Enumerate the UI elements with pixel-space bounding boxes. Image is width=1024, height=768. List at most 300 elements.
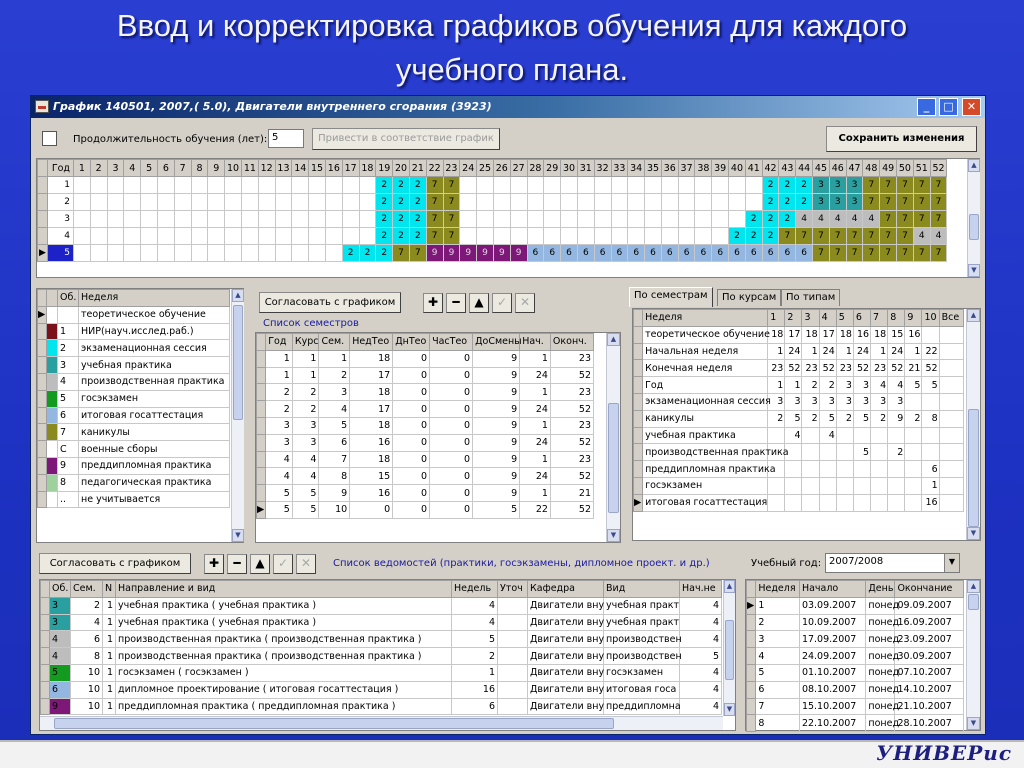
- scroll-down-icon[interactable]: ▼: [607, 529, 620, 542]
- confirm-icon[interactable]: ✓: [273, 554, 293, 574]
- by-semesters-row[interactable]: [634, 343, 964, 360]
- week-type-name[interactable]: учебная практика: [79, 357, 230, 374]
- week-count-cell[interactable]: 3: [768, 393, 785, 410]
- type-code-cell[interactable]: 3: [50, 614, 71, 631]
- semester-cell[interactable]: 23: [550, 417, 593, 434]
- week-count-cell[interactable]: 52: [819, 360, 836, 377]
- week-cell[interactable]: 7: [426, 194, 443, 211]
- week-count-cell[interactable]: [768, 477, 785, 494]
- week-cell[interactable]: 7: [880, 177, 897, 194]
- semester-cell[interactable]: 6: [319, 434, 350, 451]
- week-cell[interactable]: 7: [880, 228, 897, 245]
- type-code-cell[interactable]: 3: [50, 597, 71, 614]
- statement-cell[interactable]: 6: [452, 698, 498, 715]
- year-cell[interactable]: 2: [48, 194, 74, 211]
- semester-cell[interactable]: 3: [319, 384, 350, 401]
- week-cell[interactable]: 4: [913, 228, 930, 245]
- week-count-cell[interactable]: 1: [802, 343, 819, 360]
- week-cell[interactable]: 2: [762, 211, 779, 228]
- column-header[interactable]: ДнТео: [393, 334, 430, 351]
- semester-row[interactable]: [257, 401, 594, 418]
- week-cell[interactable]: [611, 211, 628, 228]
- week-count-cell[interactable]: 2: [819, 377, 836, 394]
- week-cell[interactable]: [645, 194, 662, 211]
- week-count-cell[interactable]: 2: [905, 410, 922, 427]
- semester-cell[interactable]: 2: [319, 367, 350, 384]
- week-cell[interactable]: [309, 177, 326, 194]
- week-cell[interactable]: [258, 228, 275, 245]
- statement-cell[interactable]: производствен: [604, 648, 680, 665]
- week-cell[interactable]: [661, 228, 678, 245]
- statement-cell[interactable]: Двигатели вну: [528, 681, 604, 698]
- week-cell[interactable]: [527, 177, 544, 194]
- close-button[interactable]: ✕: [962, 98, 981, 116]
- week-cell[interactable]: [174, 194, 191, 211]
- type-code-cell[interactable]: 6: [50, 681, 71, 698]
- week-count-cell[interactable]: 15: [888, 326, 905, 343]
- week-count-cell[interactable]: 3: [819, 393, 836, 410]
- legend-row[interactable]: [38, 424, 230, 441]
- week-type-code[interactable]: 3: [58, 357, 79, 374]
- week-cell[interactable]: 6: [695, 245, 712, 262]
- statement-row[interactable]: [41, 648, 722, 665]
- week-cell[interactable]: 2: [762, 177, 779, 194]
- semester-cell[interactable]: 1: [520, 451, 551, 468]
- week-cell[interactable]: 7: [443, 211, 460, 228]
- week-cell[interactable]: [561, 177, 578, 194]
- direction-cell[interactable]: производственная практика ( производственная практика ): [116, 648, 452, 665]
- legend-vscroll[interactable]: [231, 289, 244, 542]
- calendar-row[interactable]: [747, 631, 964, 648]
- type-code-cell[interactable]: 4: [50, 648, 71, 665]
- statement-cell[interactable]: итоговая госа: [604, 681, 680, 698]
- statement-cell[interactable]: [498, 681, 528, 698]
- statement-cell[interactable]: 4: [680, 614, 722, 631]
- legend-row[interactable]: [38, 357, 230, 374]
- week-cell[interactable]: [561, 228, 578, 245]
- week-cell[interactable]: [359, 177, 376, 194]
- week-type-name[interactable]: теоретическое обучение: [79, 306, 230, 323]
- calendar-cell[interactable]: 07.10.2007: [895, 664, 964, 681]
- week-cell[interactable]: [510, 177, 527, 194]
- week-cell[interactable]: 7: [913, 194, 930, 211]
- semester-cell[interactable]: 52: [550, 501, 593, 518]
- week-count-cell[interactable]: [836, 477, 853, 494]
- statement-cell[interactable]: 1: [103, 664, 116, 681]
- move-up-icon[interactable]: ▲: [250, 554, 270, 574]
- semester-cell[interactable]: 52: [550, 434, 593, 451]
- semester-cell[interactable]: 1: [266, 367, 293, 384]
- calendar-cell[interactable]: 4: [756, 648, 800, 665]
- semester-cell[interactable]: 0: [430, 485, 473, 502]
- week-cell[interactable]: [527, 228, 544, 245]
- week-cell[interactable]: [493, 228, 510, 245]
- week-count-cell[interactable]: [905, 427, 922, 444]
- week-cell[interactable]: 7: [846, 228, 863, 245]
- week-cell[interactable]: 2: [376, 228, 393, 245]
- statement-cell[interactable]: [498, 614, 528, 631]
- week-count-cell[interactable]: 2: [871, 410, 888, 427]
- week-count-cell[interactable]: 1: [768, 343, 785, 360]
- week-count-cell[interactable]: [922, 427, 939, 444]
- confirm-icon[interactable]: ✓: [492, 293, 512, 313]
- calendar-cell[interactable]: 28.10.2007: [895, 715, 964, 732]
- calendar-cell[interactable]: понед: [866, 597, 895, 614]
- week-cell[interactable]: [712, 194, 729, 211]
- semester-cell[interactable]: 0: [430, 451, 473, 468]
- statement-row[interactable]: [41, 698, 722, 715]
- by-semesters-row[interactable]: [634, 461, 964, 478]
- calendar-cell[interactable]: 08.10.2007: [799, 681, 865, 698]
- calendar-cell[interactable]: 01.10.2007: [799, 664, 865, 681]
- column-header[interactable]: Кафедра: [528, 581, 604, 598]
- week-cell[interactable]: [544, 194, 561, 211]
- column-header[interactable]: 9: [905, 310, 922, 327]
- week-count-cell[interactable]: 5: [785, 410, 802, 427]
- week-count-cell[interactable]: [905, 393, 922, 410]
- week-cell[interactable]: 7: [913, 211, 930, 228]
- week-cell[interactable]: [225, 211, 242, 228]
- week-cell[interactable]: [729, 177, 746, 194]
- semester-cell[interactable]: 18: [350, 350, 393, 367]
- scroll-down-icon[interactable]: ▼: [968, 264, 980, 277]
- week-cell[interactable]: [645, 177, 662, 194]
- week-cell[interactable]: [191, 228, 208, 245]
- week-count-cell[interactable]: [939, 477, 963, 494]
- week-cell[interactable]: [157, 177, 174, 194]
- semester-cell[interactable]: 0: [393, 401, 430, 418]
- week-cell[interactable]: [90, 245, 107, 262]
- week-count-cell[interactable]: 4: [888, 377, 905, 394]
- semester-cell[interactable]: 4: [292, 468, 319, 485]
- statement-cell[interactable]: 10: [71, 664, 103, 681]
- calendar-cell[interactable]: 17.09.2007: [799, 631, 865, 648]
- statement-cell[interactable]: 1: [103, 614, 116, 631]
- week-cell[interactable]: [191, 194, 208, 211]
- week-cell[interactable]: [90, 194, 107, 211]
- semester-cell[interactable]: 52: [550, 468, 593, 485]
- semester-cell[interactable]: 5: [473, 501, 520, 518]
- week-count-cell[interactable]: [888, 427, 905, 444]
- semester-cell[interactable]: 16: [350, 434, 393, 451]
- column-header[interactable]: ЧасТео: [430, 334, 473, 351]
- week-type-name[interactable]: итоговая госаттестация: [79, 407, 230, 424]
- academic-year-select[interactable]: [825, 553, 960, 573]
- semester-cell[interactable]: 23: [550, 350, 593, 367]
- week-count-cell[interactable]: [871, 444, 888, 461]
- week-cell[interactable]: [325, 194, 342, 211]
- calendar-row[interactable]: [747, 648, 964, 665]
- week-cell[interactable]: 6: [661, 245, 678, 262]
- statements-hscroll[interactable]: [40, 716, 723, 730]
- week-count-cell[interactable]: [939, 427, 963, 444]
- statement-cell[interactable]: госэкзамен: [604, 664, 680, 681]
- week-cell[interactable]: 6: [594, 245, 611, 262]
- semester-cell[interactable]: 5: [266, 501, 293, 518]
- week-cell[interactable]: 6: [712, 245, 729, 262]
- week-cell[interactable]: [275, 245, 292, 262]
- semester-row[interactable]: [257, 384, 594, 401]
- week-count-cell[interactable]: 52: [785, 360, 802, 377]
- calendar-cell[interactable]: 2: [756, 614, 800, 631]
- minimize-button[interactable]: _: [917, 98, 936, 116]
- scroll-thumb[interactable]: [233, 305, 243, 420]
- week-count-cell[interactable]: 24: [785, 343, 802, 360]
- week-cell[interactable]: 9: [460, 245, 477, 262]
- semester-cell[interactable]: 9: [473, 468, 520, 485]
- semester-cell[interactable]: 1: [292, 367, 319, 384]
- week-cell[interactable]: [107, 194, 124, 211]
- week-type-code[interactable]: 4: [58, 373, 79, 390]
- move-up-icon[interactable]: ▲: [469, 293, 489, 313]
- week-cell[interactable]: 7: [426, 211, 443, 228]
- semester-cell[interactable]: 4: [319, 401, 350, 418]
- week-cell[interactable]: [561, 194, 578, 211]
- legend-row[interactable]: [38, 340, 230, 357]
- week-cell[interactable]: [90, 228, 107, 245]
- week-cell[interactable]: [695, 194, 712, 211]
- calendar-cell[interactable]: 3: [756, 631, 800, 648]
- week-cell[interactable]: 3: [829, 177, 846, 194]
- statement-cell[interactable]: Двигатели вну: [528, 614, 604, 631]
- week-type-name[interactable]: Конечная неделя: [643, 360, 768, 377]
- week-cell[interactable]: [258, 194, 275, 211]
- semester-cell[interactable]: 17: [350, 401, 393, 418]
- week-cell[interactable]: 6: [729, 245, 746, 262]
- semester-row[interactable]: [257, 468, 594, 485]
- legend-row[interactable]: [38, 407, 230, 424]
- statement-cell[interactable]: 4: [680, 631, 722, 648]
- week-cell[interactable]: 2: [376, 211, 393, 228]
- week-type-name[interactable]: Год: [643, 377, 768, 394]
- week-cell[interactable]: [191, 245, 208, 262]
- week-count-cell[interactable]: [853, 461, 870, 478]
- week-count-cell[interactable]: 18: [871, 326, 888, 343]
- week-cell[interactable]: [157, 194, 174, 211]
- statement-cell[interactable]: 10: [71, 698, 103, 715]
- week-cell[interactable]: [208, 211, 225, 228]
- semester-cell[interactable]: 3: [266, 417, 293, 434]
- direction-cell[interactable]: учебная практика ( учебная практика ): [116, 614, 452, 631]
- week-cell[interactable]: 6: [611, 245, 628, 262]
- week-cell[interactable]: [645, 211, 662, 228]
- statement-cell[interactable]: 4: [452, 597, 498, 614]
- week-count-cell[interactable]: 24: [888, 343, 905, 360]
- column-header[interactable]: ДоСмены: [473, 334, 520, 351]
- week-type-name[interactable]: госэкзамен: [79, 390, 230, 407]
- week-cell[interactable]: 4: [846, 211, 863, 228]
- week-cell[interactable]: [225, 194, 242, 211]
- by-semesters-row[interactable]: [634, 360, 964, 377]
- semester-cell[interactable]: 52: [550, 401, 593, 418]
- tab-by-courses[interactable]: По курсам: [717, 289, 781, 306]
- week-count-cell[interactable]: [939, 410, 963, 427]
- week-cell[interactable]: 6: [745, 245, 762, 262]
- week-type-name[interactable]: Начальная неделя: [643, 343, 768, 360]
- week-cell[interactable]: [141, 228, 158, 245]
- semester-cell[interactable]: 17: [350, 367, 393, 384]
- schedule-row[interactable]: [38, 177, 947, 194]
- week-cell[interactable]: [275, 228, 292, 245]
- legend-row[interactable]: [38, 441, 230, 458]
- week-count-cell[interactable]: [785, 494, 802, 511]
- statement-row[interactable]: [41, 631, 722, 648]
- by-semesters-row[interactable]: [634, 326, 964, 343]
- semester-cell[interactable]: 9: [473, 417, 520, 434]
- calendar-row[interactable]: [747, 664, 964, 681]
- scroll-thumb[interactable]: [54, 718, 614, 729]
- week-cell[interactable]: 7: [880, 245, 897, 262]
- week-type-code[interactable]: 5: [58, 390, 79, 407]
- week-cell[interactable]: [342, 228, 359, 245]
- week-cell[interactable]: [174, 177, 191, 194]
- week-cell[interactable]: [292, 211, 309, 228]
- week-cell[interactable]: 7: [897, 194, 914, 211]
- week-count-cell[interactable]: 3: [888, 393, 905, 410]
- by-semesters-vscroll[interactable]: [966, 309, 980, 540]
- week-cell[interactable]: [645, 228, 662, 245]
- week-type-name[interactable]: каникулы: [79, 424, 230, 441]
- schedule-vscroll[interactable]: [967, 159, 980, 277]
- week-cell[interactable]: [678, 228, 695, 245]
- calendar-cell[interactable]: 8: [756, 715, 800, 732]
- column-header[interactable]: 4: [819, 310, 836, 327]
- week-cell[interactable]: [292, 228, 309, 245]
- year-cell[interactable]: 5: [48, 245, 74, 262]
- week-cell[interactable]: 6: [645, 245, 662, 262]
- week-cell[interactable]: 2: [779, 194, 796, 211]
- calendar-cell[interactable]: понед: [866, 648, 895, 665]
- semester-cell[interactable]: 1: [520, 350, 551, 367]
- semester-cell[interactable]: 2: [292, 384, 319, 401]
- week-count-cell[interactable]: [922, 326, 939, 343]
- week-count-cell[interactable]: [836, 444, 853, 461]
- week-count-cell[interactable]: [819, 444, 836, 461]
- week-cell[interactable]: [611, 177, 628, 194]
- semester-cell[interactable]: 0: [430, 468, 473, 485]
- column-header[interactable]: Год: [266, 334, 293, 351]
- week-cell[interactable]: [527, 211, 544, 228]
- week-cell[interactable]: [661, 177, 678, 194]
- statement-row[interactable]: [41, 614, 722, 631]
- week-cell[interactable]: [74, 228, 91, 245]
- type-code-cell[interactable]: 5: [50, 664, 71, 681]
- week-cell[interactable]: 3: [846, 194, 863, 211]
- week-cell[interactable]: [208, 194, 225, 211]
- week-cell[interactable]: 7: [913, 245, 930, 262]
- week-cell[interactable]: 7: [863, 245, 880, 262]
- semesters-vscroll[interactable]: [606, 333, 620, 542]
- week-cell[interactable]: [577, 177, 594, 194]
- week-cell[interactable]: [325, 228, 342, 245]
- week-cell[interactable]: [493, 177, 510, 194]
- week-cell[interactable]: [157, 211, 174, 228]
- week-cell[interactable]: [745, 194, 762, 211]
- week-type-name[interactable]: производственная практика: [643, 444, 768, 461]
- semester-cell[interactable]: 9: [473, 350, 520, 367]
- schedule-row[interactable]: [38, 245, 947, 262]
- semester-cell[interactable]: 9: [319, 485, 350, 502]
- semester-cell[interactable]: 52: [550, 367, 593, 384]
- semester-cell[interactable]: 23: [550, 451, 593, 468]
- year-cell[interactable]: 4: [48, 228, 74, 245]
- week-cell[interactable]: 7: [813, 228, 830, 245]
- week-cell[interactable]: [342, 194, 359, 211]
- week-cell[interactable]: [510, 211, 527, 228]
- week-count-cell[interactable]: 2: [802, 377, 819, 394]
- week-cell[interactable]: 4: [813, 211, 830, 228]
- week-count-cell[interactable]: 16: [853, 326, 870, 343]
- semester-cell[interactable]: 1: [292, 350, 319, 367]
- by-semesters-row[interactable]: [634, 377, 964, 394]
- semester-cell[interactable]: 5: [292, 501, 319, 518]
- week-count-cell[interactable]: 1: [905, 343, 922, 360]
- year-cell[interactable]: 3: [48, 211, 74, 228]
- week-count-cell[interactable]: [939, 377, 963, 394]
- semester-cell[interactable]: 24: [520, 468, 551, 485]
- statement-cell[interactable]: 1: [452, 664, 498, 681]
- week-cell[interactable]: [477, 228, 494, 245]
- semester-cell[interactable]: 3: [292, 417, 319, 434]
- semester-cell[interactable]: 0: [430, 401, 473, 418]
- scroll-down-icon[interactable]: ▼: [232, 529, 244, 542]
- week-count-cell[interactable]: 3: [802, 393, 819, 410]
- semester-cell[interactable]: 21: [550, 485, 593, 502]
- week-cell[interactable]: 7: [897, 177, 914, 194]
- week-count-cell[interactable]: [785, 461, 802, 478]
- toggle-checkbox[interactable]: [42, 131, 57, 146]
- week-type-code[interactable]: 1: [58, 323, 79, 340]
- chevron-down-icon[interactable]: ▼: [944, 554, 959, 572]
- week-type-name[interactable]: не учитывается: [79, 491, 230, 508]
- week-count-cell[interactable]: 9: [888, 410, 905, 427]
- statement-cell[interactable]: 10: [71, 681, 103, 698]
- week-cell[interactable]: [174, 245, 191, 262]
- calendar-cell[interactable]: понед: [866, 698, 895, 715]
- week-cell[interactable]: [275, 194, 292, 211]
- week-count-cell[interactable]: [939, 444, 963, 461]
- statement-cell[interactable]: [498, 664, 528, 681]
- week-cell[interactable]: [309, 194, 326, 211]
- week-cell[interactable]: [678, 211, 695, 228]
- week-cell[interactable]: [544, 211, 561, 228]
- week-cell[interactable]: [628, 211, 645, 228]
- week-cell[interactable]: [225, 177, 242, 194]
- week-cell[interactable]: 7: [443, 228, 460, 245]
- semester-cell[interactable]: 0: [430, 434, 473, 451]
- week-type-code[interactable]: 9: [58, 457, 79, 474]
- week-cell[interactable]: 6: [561, 245, 578, 262]
- week-count-cell[interactable]: [871, 461, 888, 478]
- semester-cell[interactable]: 0: [393, 434, 430, 451]
- calendar-row[interactable]: [747, 715, 964, 732]
- week-count-cell[interactable]: 23: [768, 360, 785, 377]
- column-header[interactable]: Сем.: [71, 581, 103, 598]
- column-header[interactable]: 7: [871, 310, 888, 327]
- week-cell[interactable]: 2: [409, 211, 426, 228]
- week-count-cell[interactable]: 6: [922, 461, 939, 478]
- statement-cell[interactable]: учебная практ: [604, 597, 680, 614]
- column-header[interactable]: 2: [785, 310, 802, 327]
- column-header[interactable]: Об.: [50, 581, 71, 598]
- week-count-cell[interactable]: 2: [802, 410, 819, 427]
- week-cell[interactable]: 7: [880, 211, 897, 228]
- remove-icon[interactable]: ━: [227, 554, 247, 574]
- statement-cell[interactable]: учебная практ: [604, 614, 680, 631]
- week-cell[interactable]: 7: [813, 245, 830, 262]
- week-count-cell[interactable]: 22: [922, 343, 939, 360]
- week-cell[interactable]: [141, 194, 158, 211]
